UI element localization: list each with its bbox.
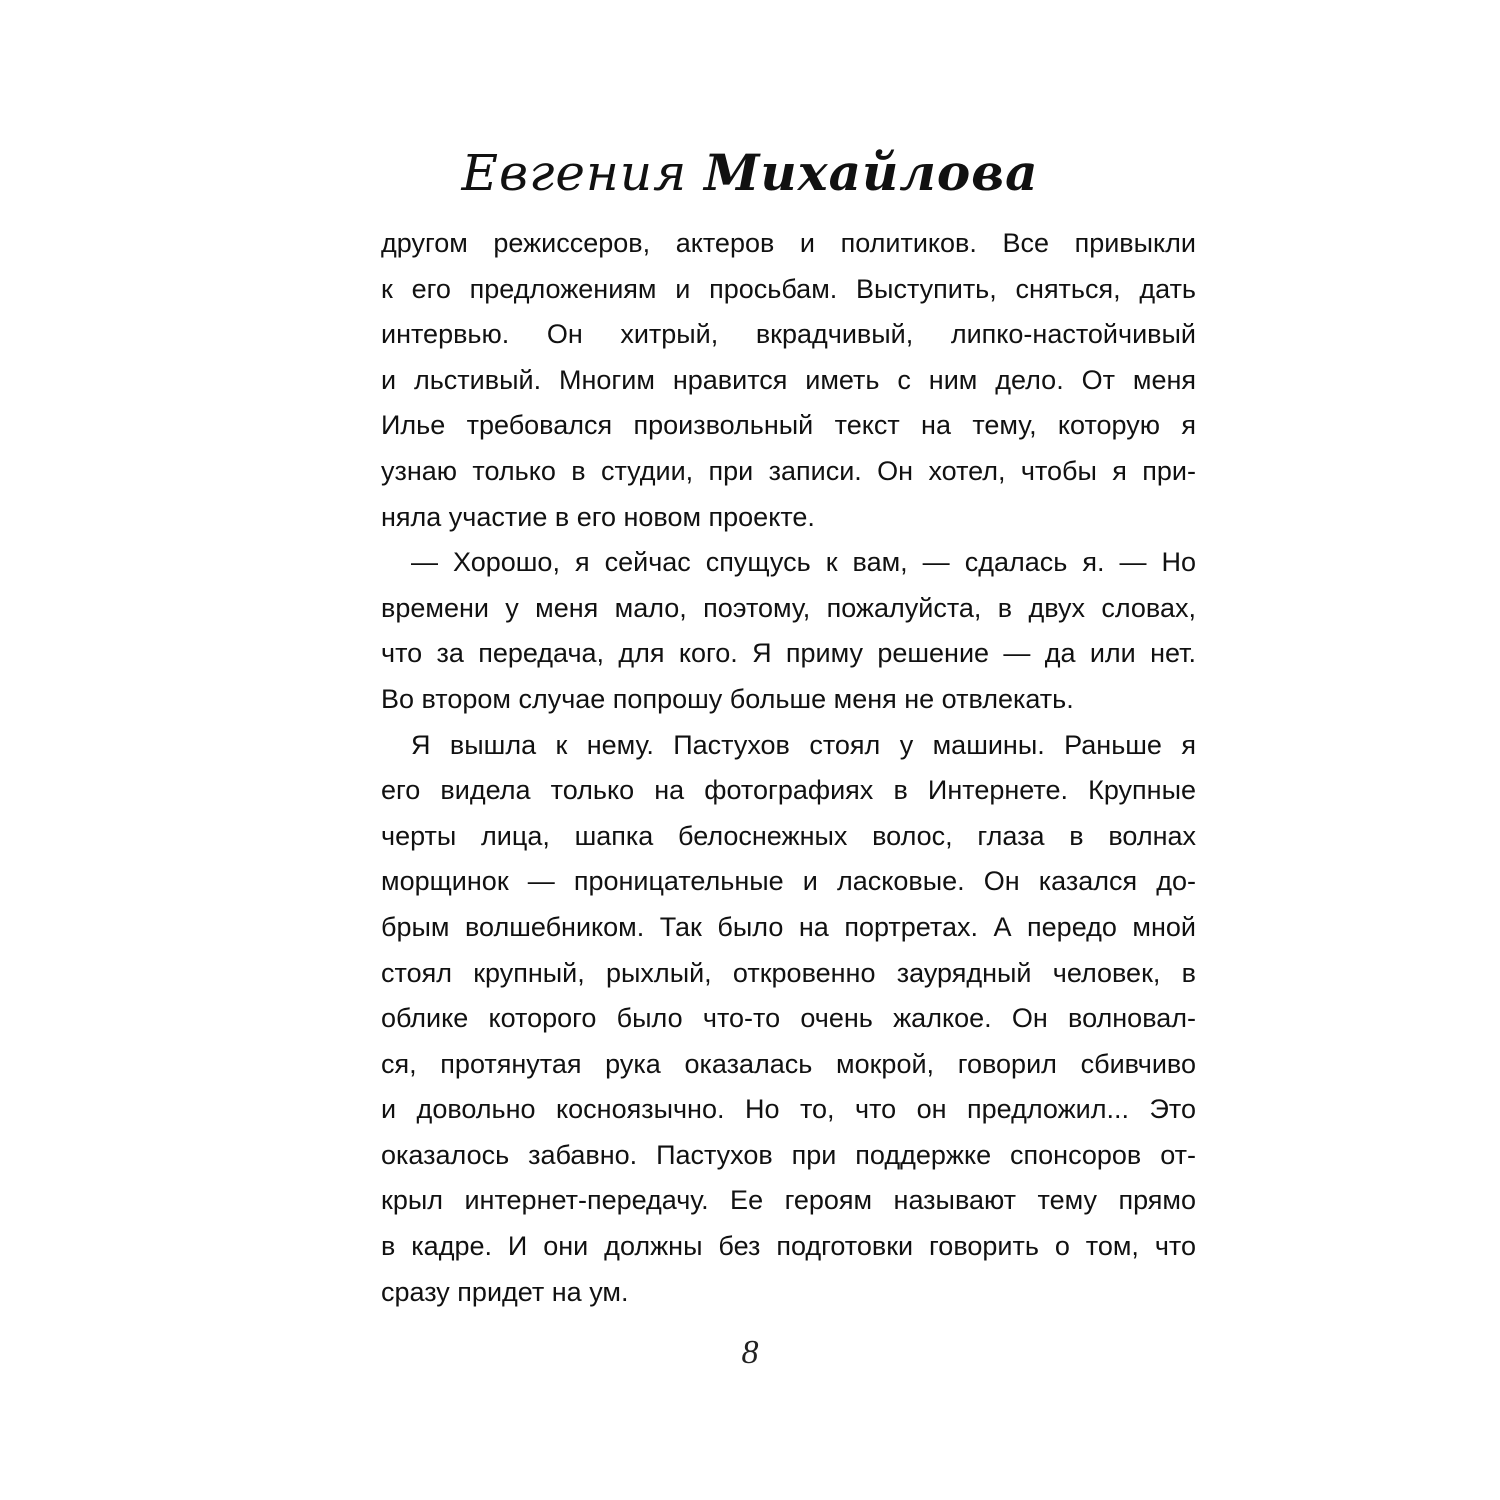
text-line: Во втором случае попрошу больше меня не отвлекать.	[381, 683, 1074, 714]
author-last-name: Михайлова	[704, 143, 1039, 202]
body-text	[381, 221, 1196, 1315]
text-line: брым волшебником. Так было на портретах. А передо мной	[381, 911, 1196, 942]
text-line: — Хорошо, я сейчас спущусь к вам, — сдалась я. — Но	[411, 547, 1196, 578]
text-line: ся, протянутая рука оказалась мокрой, говорил сбивчиво	[381, 1048, 1196, 1079]
text-line: интервью. Он хитрый, вкрадчивый, липко-настойчивый	[381, 319, 1196, 350]
text-line: что за передача, для кого. Я приму решение — да или нет.	[381, 638, 1196, 669]
text-line: облике которого было что-то очень жалкое. Он волновал-	[381, 1003, 1196, 1034]
text-line: времени у меня мало, поэтому, пожалуйста, в двух словах,	[381, 592, 1196, 623]
text-line: к его предложениям и просьбам. Выступить, сняться, дать	[381, 273, 1196, 304]
text-line: и льстивый. Многим нравится иметь с ним дело. От меня	[381, 364, 1196, 395]
text-line: черты лица, шапка белоснежных волос, глаза в волнах	[381, 820, 1196, 851]
text-line: Илье требовался произвольный текст на тему, которую я	[381, 410, 1196, 441]
text-line: крыл интернет-передачу. Ее героям называют тему прямо	[381, 1185, 1196, 1216]
text-line: Я вышла к нему. Пастухов стоял у машины. Раньше я	[411, 729, 1196, 760]
text-line: другом режиссеров, актеров и политиков. Все привыкли	[381, 228, 1196, 258]
text-line: узнаю только в студии, при записи. Он хотел, чтобы я при-	[381, 455, 1196, 486]
text-line: в кадре. И они должны без подготовки говорить о том, что	[381, 1231, 1196, 1262]
page-number: 8	[741, 1334, 759, 1371]
text-line: морщинок — проницательные и ласковые. Он казался до-	[381, 866, 1196, 897]
text-line: его видела только на фотографиях в Интернете. Крупные	[381, 775, 1196, 806]
text-line: и довольно косноязычно. Но то, что он предложил... Это	[381, 1094, 1196, 1125]
text-line: сразу придет на ум.	[381, 1276, 629, 1307]
text-line: няла участие в его новом проекте.	[381, 501, 815, 532]
text-line: оказалось забавно. Пастухов при поддержке спонсоров от-	[381, 1139, 1196, 1170]
author-first-name: Евгения	[461, 144, 688, 202]
text-line: стоял крупный, рыхлый, откровенно заурядный человек, в	[381, 957, 1196, 988]
running-header-author	[0, 138, 1500, 208]
